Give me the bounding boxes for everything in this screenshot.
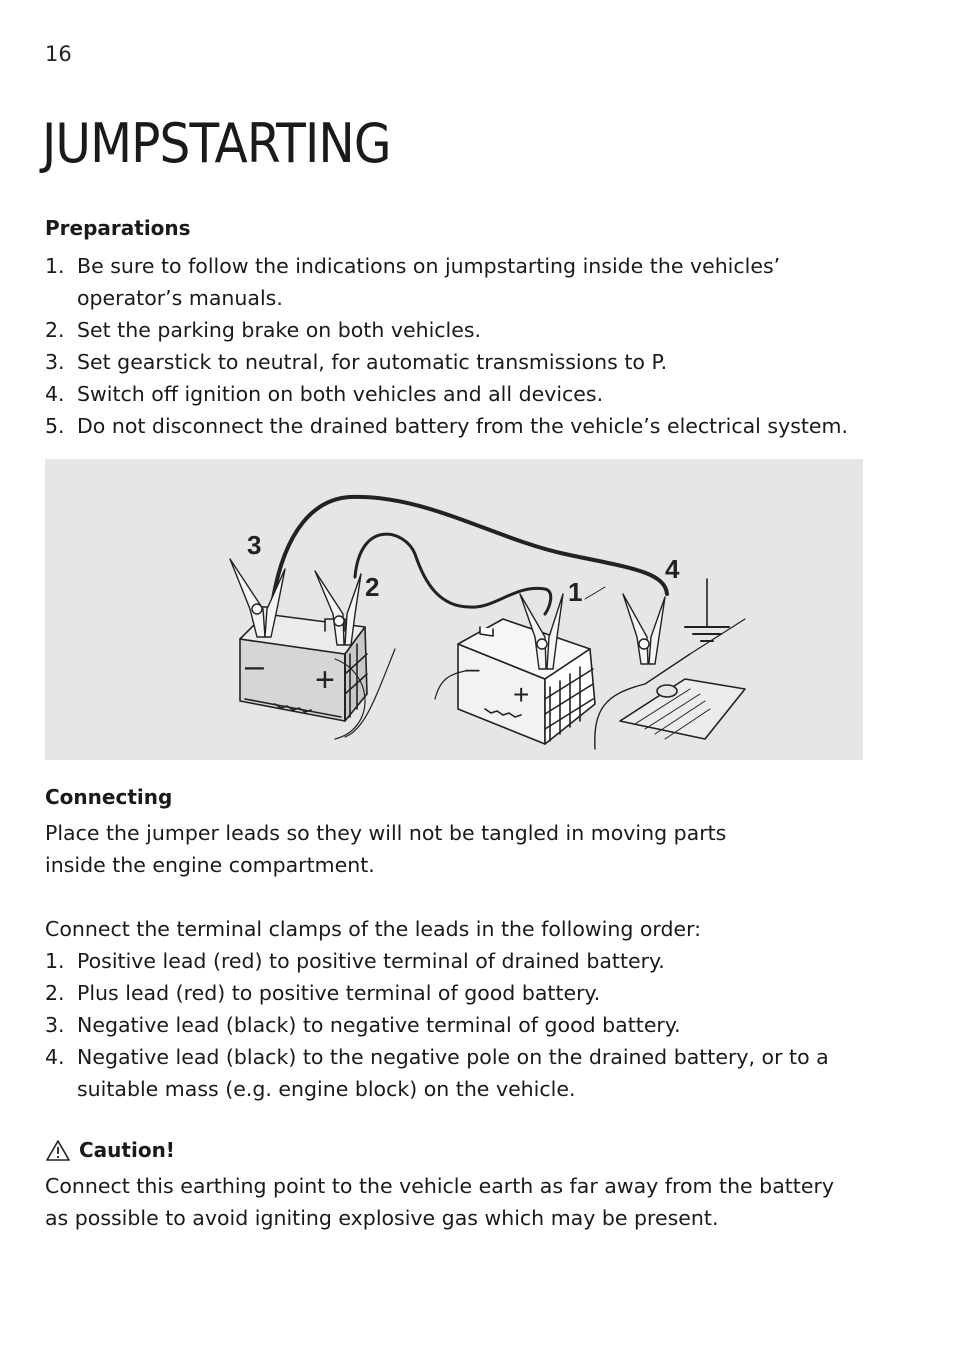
list-number: 2. [45, 318, 65, 342]
diagram-label-1: 1 [568, 577, 583, 607]
list-number: 1. [45, 254, 65, 278]
diagram-svg [45, 459, 863, 760]
jumpstart-diagram [45, 459, 863, 760]
list-item [45, 410, 865, 442]
red-lead-cable [355, 534, 551, 614]
diagram-label-4: 4 [665, 554, 680, 584]
caution-title: Caution! [79, 1138, 175, 1162]
caution-heading [45, 1138, 175, 1162]
list-text: Set the parking brake on both vehicles. [77, 318, 482, 342]
connecting-heading: Connecting [45, 785, 173, 809]
ground-symbol [685, 579, 729, 641]
list-number: 1. [45, 949, 65, 973]
connecting-order-intro: Connect the terminal clamps of the leads in the following order: [45, 917, 702, 941]
battery-plus-symbol: + [315, 661, 335, 699]
engine-block [595, 619, 745, 749]
caution-text: Connect this earthing point to the vehicle earth as far away from the battery as possible to avoid igniting explosive gas which may be present. [45, 1174, 835, 1230]
diagram-label-3: 3 [247, 530, 262, 560]
list-item [45, 314, 865, 346]
page-number: 16 [45, 42, 72, 66]
list-number: 4. [45, 382, 65, 406]
list-number: 3. [45, 1013, 65, 1037]
list-item [45, 1009, 845, 1041]
list-number: 3. [45, 350, 65, 374]
battery-minus-symbol: – [465, 653, 480, 683]
leader-line-1 [585, 587, 605, 599]
list-text: Be sure to follow the indications on jumpstarting inside the vehicles’ operator’s manuals. [77, 254, 781, 310]
warning-triangle-icon [45, 1139, 71, 1162]
list-item [45, 250, 865, 314]
list-text: Negative lead (black) to negative terminal of good battery. [77, 1013, 681, 1037]
diagram-label-2: 2 [365, 572, 380, 602]
list-number: 5. [45, 414, 65, 438]
list-item [45, 378, 865, 410]
list-item [45, 346, 865, 378]
list-item [45, 1041, 845, 1105]
list-text: Set gearstick to neutral, for automatic transmissions to P. [77, 350, 668, 374]
list-number: 2. [45, 981, 65, 1005]
list-text: Plus lead (red) to positive terminal of good battery. [77, 981, 601, 1005]
list-text: Switch off ignition on both vehicles and all devices. [77, 382, 604, 406]
connecting-list [45, 945, 845, 1105]
list-item [45, 977, 845, 1009]
black-lead-cable [273, 497, 667, 599]
preparations-heading: Preparations [45, 216, 191, 240]
clamp-4 [623, 594, 665, 664]
list-number: 4. [45, 1045, 65, 1069]
list-text: Negative lead (black) to the negative pole on the drained battery, or to a suitable mass (e.g. engine block) on the vehicle. [77, 1045, 829, 1101]
list-text: Do not disconnect the drained battery from the vehicle’s electrical system. [77, 414, 849, 438]
preparations-list [45, 250, 865, 442]
battery-minus-symbol: – [245, 647, 264, 685]
page-title: JUMPSTARTING [42, 112, 391, 175]
connecting-intro: Place the jumper leads so they will not be tangled in moving parts inside the engine compartment. [45, 821, 727, 877]
list-text: Positive lead (red) to positive terminal of drained battery. [77, 949, 665, 973]
list-item [45, 945, 845, 977]
battery-plus-symbol: + [513, 679, 530, 710]
